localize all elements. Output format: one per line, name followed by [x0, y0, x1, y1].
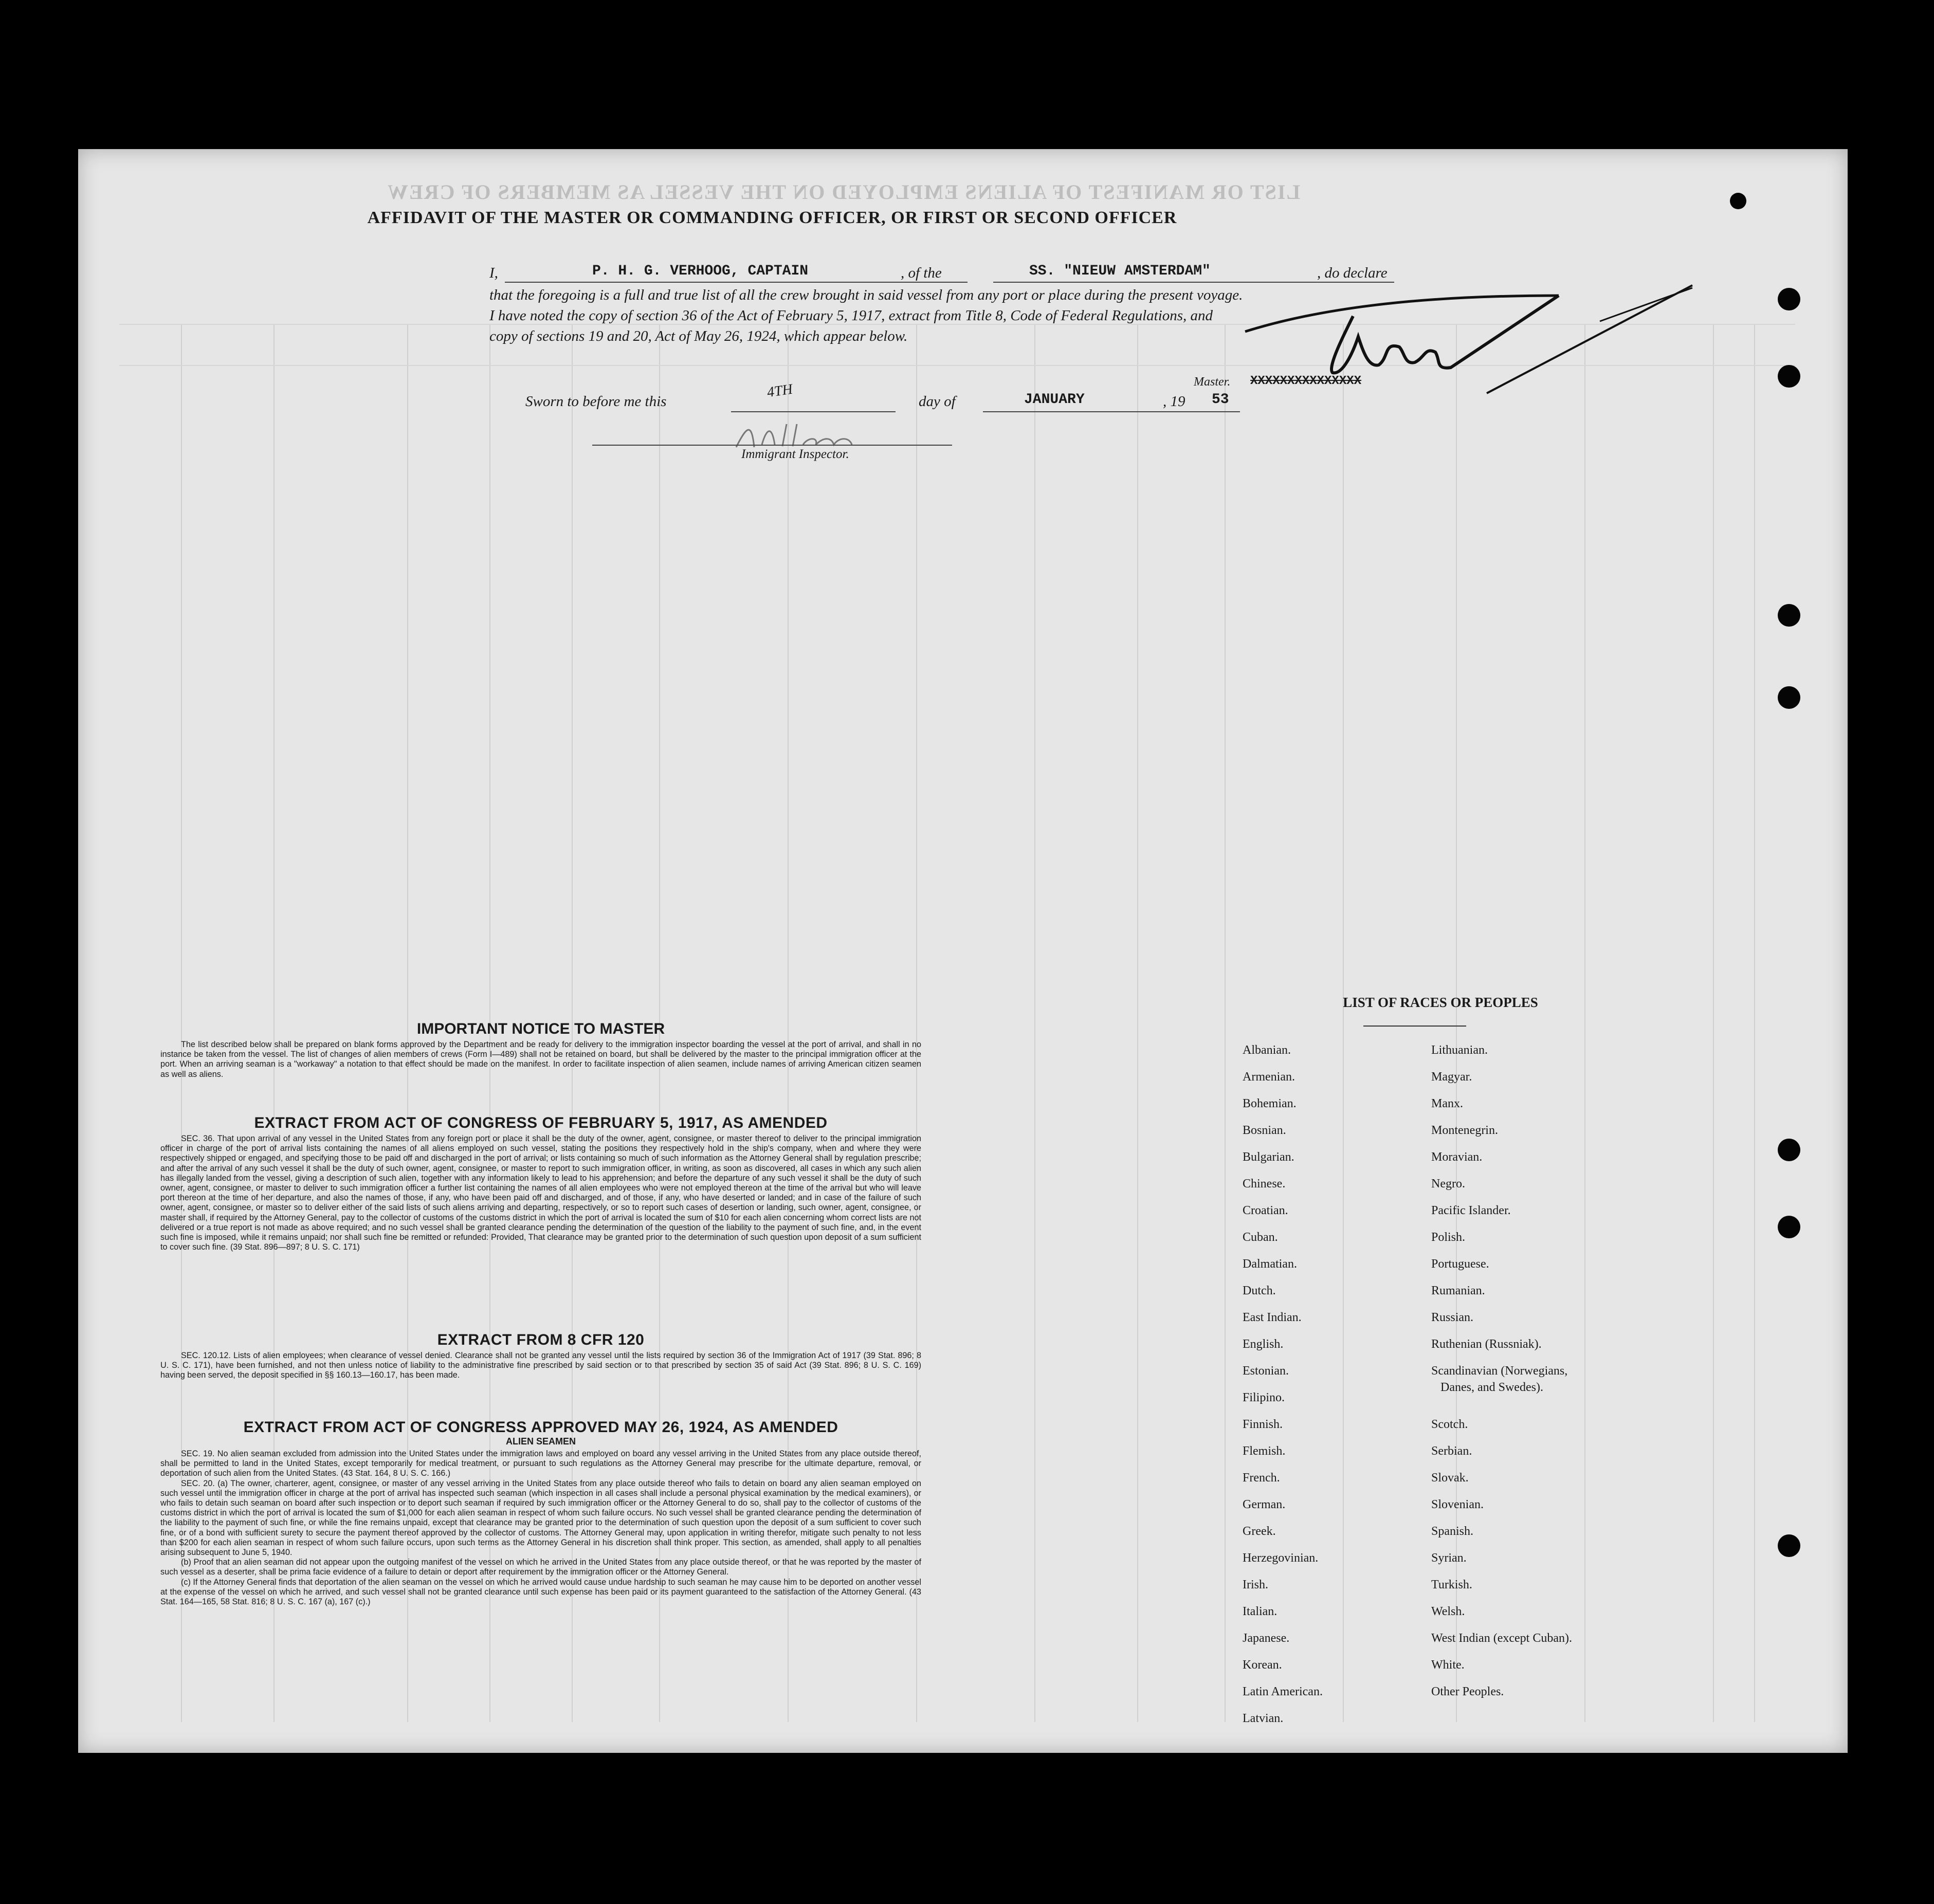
race-item: Serbian. [1431, 1444, 1472, 1458]
declaration-line-2: that the foregoing is a full and true list of all the crew brought in said vessel from any port or place during the present voyage. [489, 287, 1243, 303]
race-item: Bosnian. [1243, 1124, 1286, 1137]
punch-hole [1778, 365, 1800, 388]
punch-hole [1778, 1534, 1800, 1557]
extract-cfr-title: EXTRACT FROM 8 CFR 120 [437, 1331, 645, 1348]
race-item: Russian. [1431, 1311, 1474, 1324]
extract-1924-sec20b: (b) Proof that an alien seaman did not appear upon the outgoing manifest of the vessel on which he arrived in the United States from any place outside thereof, or that he was reported by the master of such vessel as a deserter, shall be prima facie evidence of a failure to detain or deport after requirement by the immigration officer or the Attorney General. [160, 1558, 921, 1577]
extract-1917 [160, 1114, 921, 1252]
extract-1924 [160, 1419, 921, 1607]
notice-text: The list described below shall be prepared on blank forms approved by the Department and be ready for delivery to the immigration inspector boarding the vessel at the port of arrival, and shall in no instance be taken from the vessel. The list of changes of alien members of crews (Form I—489) shall not be retained on board, but shall be delivered by the master to the principal immigration officer at the port. When an arriving seaman is a "workaway" a notation to that effect should be made on the manifest. In order to facilitate inspection of alien seamen, include names of arriving American citizen seamen as well as aliens. [160, 1040, 921, 1079]
race-item: Dalmatian. [1243, 1257, 1297, 1271]
race-item: Korean. [1243, 1658, 1282, 1672]
declarant-name: P. H. G. VERHOOG, CAPTAIN [592, 263, 809, 279]
extract-1924-sec20c: (c) If the Attorney General finds that deportation of the alien seaman on the vessel on which he arrived would cause undue hardship to such seaman he may cause him to be deported on another vessel at the expense of the vessel on which he arrived, and such vessel shall not be granted clearance until such expense has been paid or its payment guaranteed to the satisfaction of the Attorney General. (43 Stat. 164—165, 58 Stat. 816; 8 U. S. C. 167 (a), 167 (c).) [160, 1577, 921, 1607]
race-item: Scotch. [1431, 1418, 1468, 1431]
race-item: Ruthenian (Russniak). [1431, 1338, 1542, 1351]
race-item: Pacific Islander. [1431, 1204, 1511, 1217]
extract-cfr-text: SEC. 120.12. Lists of alien employees; when clearance of vessel denied. Clearance shall not be granted any vessel until the lists required by section 36 of the Immigration Act of 1917 (39 Stat. 896; 8 U. S. C. 171), have been furnished, and not then unless notice of liability to the administrative fine prescribed by said section or to that prescribed by section 35 of said Act (39 Stat. 896; 8 U. S. C. 169) having been served, the deposit specified in §§ 160.13—160.17, has been made. [160, 1351, 921, 1380]
extract-1924-subtitle: ALIEN SEAMEN [505, 1436, 576, 1447]
race-item: Bulgarian. [1243, 1150, 1294, 1164]
extract-1917-title: EXTRACT FROM ACT OF CONGRESS OF FEBRUARY 5, 1917, AS AMENDED [254, 1114, 828, 1131]
race-item: English. [1243, 1338, 1284, 1351]
year-prefix: , 19 [1163, 393, 1185, 410]
do-declare-label: , do declare [1317, 265, 1388, 281]
race-item: Cuban. [1243, 1231, 1278, 1244]
race-item: Turkish. [1431, 1578, 1472, 1591]
extract-1924-sec19: SEC. 19. No alien seaman excluded from admission into the United States under the immigration laws and employed on board any vessel arriving in the United States from any place outside thereof, shall be permitted to land in the United States, except temporarily for medical treatment, or pursuant to such regulations as the Attorney General may prescribe for the ultimate departure, removal, or deportation of such alien from the United States. (43 Stat. 164, 8 U. S. C. 166.) [160, 1449, 921, 1478]
sworn-day: 4TH [766, 381, 794, 401]
captain-signature [1199, 275, 1713, 404]
races-title-rule [1363, 1026, 1466, 1027]
punch-hole [1778, 1139, 1800, 1161]
race-item: Irish. [1243, 1578, 1268, 1591]
sworn-month: JANUARY [1024, 392, 1085, 408]
declaration-line-1 [489, 265, 498, 282]
race-item: Portuguese. [1431, 1257, 1489, 1271]
race-item: Flemish. [1243, 1444, 1286, 1458]
race-item: West Indian (except Cuban). [1431, 1632, 1572, 1645]
year-suffix: 53 [1212, 392, 1229, 408]
race-item: Croatian. [1243, 1204, 1288, 1217]
race-item: Latvian. [1243, 1712, 1284, 1725]
vessel-name: SS. "NIEUW AMSTERDAM" [1029, 263, 1211, 279]
race-item: Latin American. [1243, 1685, 1323, 1698]
race-item: Italian. [1243, 1605, 1278, 1618]
race-item: Scandinavian (Norwegians, [1431, 1364, 1568, 1378]
race-item: Albanian. [1243, 1043, 1291, 1057]
declaration-line-4: copy of sections 19 and 20, Act of May 26, 1924, which appear below. [489, 328, 908, 344]
race-item: Lithuanian. [1431, 1043, 1488, 1057]
race-item: Other Peoples. [1431, 1685, 1504, 1698]
extract-cfr [160, 1331, 921, 1381]
race-item: Spanish. [1431, 1525, 1474, 1538]
race-item: Magyar. [1431, 1070, 1472, 1084]
race-item: Polish. [1431, 1231, 1466, 1244]
race-item: Montenegrin. [1431, 1124, 1498, 1137]
race-item: Welsh. [1431, 1605, 1465, 1618]
important-notice [160, 1020, 921, 1079]
race-item: Slovenian. [1431, 1498, 1484, 1511]
race-item: Syrian. [1431, 1551, 1467, 1565]
master-label: Master. [1194, 375, 1231, 389]
sworn-prefix: Sworn to before me this [525, 393, 667, 410]
race-item: Danes, and Swedes). [1440, 1381, 1543, 1394]
race-item: Armenian. [1243, 1070, 1295, 1084]
race-item: Negro. [1431, 1177, 1465, 1191]
extract-1924-title: EXTRACT FROM ACT OF CONGRESS APPROVED MAY 26, 1924, AS AMENDED [243, 1419, 838, 1436]
races-title: LIST OF RACES OR PEOPLES [1343, 995, 1538, 1010]
race-item: East Indian. [1243, 1311, 1302, 1324]
bleed-through-title: LIST OR MANIFEST OF ALIENS EMPLOYED ON THE VESSEL AS MEMBERS OF CREW [387, 180, 1301, 204]
race-item: Dutch. [1243, 1284, 1276, 1297]
punch-hole [1778, 1216, 1800, 1238]
of-the-label: , of the [901, 265, 942, 281]
race-item: Slovak. [1431, 1471, 1469, 1485]
declarant-prefix: I, [489, 265, 498, 281]
race-item: Moravian. [1431, 1150, 1483, 1164]
race-item: Bohemian. [1243, 1097, 1297, 1110]
manifest-page [78, 149, 1848, 1753]
punch-hole [1778, 604, 1800, 627]
punch-hole [1778, 288, 1800, 310]
race-item: Greek. [1243, 1525, 1276, 1538]
declaration-line-3: I have noted the copy of section 36 of the Act of February 5, 1917, extract from Title 8, Code of Federal Regulations, and [489, 307, 1213, 324]
punch-hole [1778, 686, 1800, 709]
race-item: Manx. [1431, 1097, 1463, 1110]
race-item: Filipino. [1243, 1391, 1285, 1404]
race-item: French. [1243, 1471, 1280, 1485]
day-of-label: day of [919, 393, 956, 410]
race-item: Estonian. [1243, 1364, 1289, 1378]
affidavit-title: AFFIDAVIT OF THE MASTER OR COMMANDING OFFICER, OR FIRST OR SECOND OFFICER [367, 208, 1177, 227]
extract-1924-sec20a: SEC. 20. (a) The owner, charterer, agent, consignee, or master of any vessel arriving in the United States from any place outside thereof who fails to detain on board any alien seaman employed on such vessel until the immigration officer in charge at the port of arrival has inspected such seaman (which inspection in all cases shall include a personal physical examination by the medical examiners), or who fails to detain such seaman on board after such inspection or to deport such seaman if required by such immigration officer or the Attorney General to do so, shall pay to the collector of customs of the customs district in which the port of arrival is located the sum of $1,000 for each alien seaman in respect of whom such failure occurs. No such vessel shall be granted clearance pending the determination of the liability to the payment of such fine, or while the fine remains unpaid, except that clearance may be granted prior to the determination of such question upon the deposit of a sum sufficient to cover such fine, or of a bond with sufficient surety to secure the payment thereof approved by the collector of customs. The Attorney General may, upon application in writing therefor, mitigate such penalty to not less than $200 for each alien seaman in respect of whom such failure occurs, upon such terms as the Attorney General in his discretion shall think proper. This section, as amended, shall apply to all penalties arising subsequent to June 5, 1940. [160, 1478, 921, 1558]
race-item: White. [1431, 1658, 1465, 1672]
punch-hole [1730, 193, 1746, 209]
race-item: Chinese. [1243, 1177, 1286, 1191]
notice-title: IMPORTANT NOTICE TO MASTER [416, 1020, 665, 1037]
race-item: Finnish. [1243, 1418, 1283, 1431]
inspector-label: Immigrant Inspector. [741, 447, 849, 461]
extract-1917-text: SEC. 36. That upon arrival of any vessel in the United States from any foreign port or place it shall be the duty of the owner, agent, consignee, or master thereof to deliver to the principal immigration officer in charge of the port of arrival lists containing the names of all aliens employed on such vessel, stating the positions they respectively hold in the ship's company, when and where they were respectively shipped or engaged, and specifying those to be paid off and discharged in the port of arrival; or lists containing so much of such information as the Attorney General shall by regulation prescribe; and after the arrival of any such vessel it shall be the duty of such owner, agent, consignee, or master to report to such immigration officer, in writing, as soon as discovered, all cases in which any such alien has illegally landed from the vessel, giving a description of such alien, together with any information likely to lead to his apprehension; and before the departure of any such vessel it shall be the duty of such owner, agent, consignee, or master to deliver to such immigration officer a further list containing the names of all alien employees who were not employed thereon at the time of the arrival but who will leave port thereon at the time of her departure, and also the names of those, if any, who have been paid off and discharged, and of those, if any, who have deserted or landed; and in case of the failure of such owner, agent, consignee, or master so to deliver either of the said lists of such aliens arriving and departing, respectively, or so to report such cases of desertion or landing, such owner, agent, consignee, or master shall, if required by the Attorney General, pay to the collector of customs of the customs district in which the port of arrival is located the sum of $10 for each alien concerning whom correct lists are not delivered or a true report is not made as above required; and no such vessel shall be granted clearance pending the determination of the question of the liability to the payment of such fine, and, in the event such fine is imposed, while it remains unpaid; nor shall such fine be remitted or refunded: Provided, That clearance may be granted prior to the determination of such question upon deposit of a sum sufficient to cover such fine. (39 Stat. 896—897; 8 U. S. C. 171) [160, 1134, 921, 1252]
master-struck-text: XXXXXXXXXXXXXXX [1250, 374, 1362, 388]
race-item: German. [1243, 1498, 1286, 1511]
race-item: Japanese. [1243, 1632, 1290, 1645]
race-item: Rumanian. [1431, 1284, 1485, 1297]
race-item: Herzegovinian. [1243, 1551, 1319, 1565]
